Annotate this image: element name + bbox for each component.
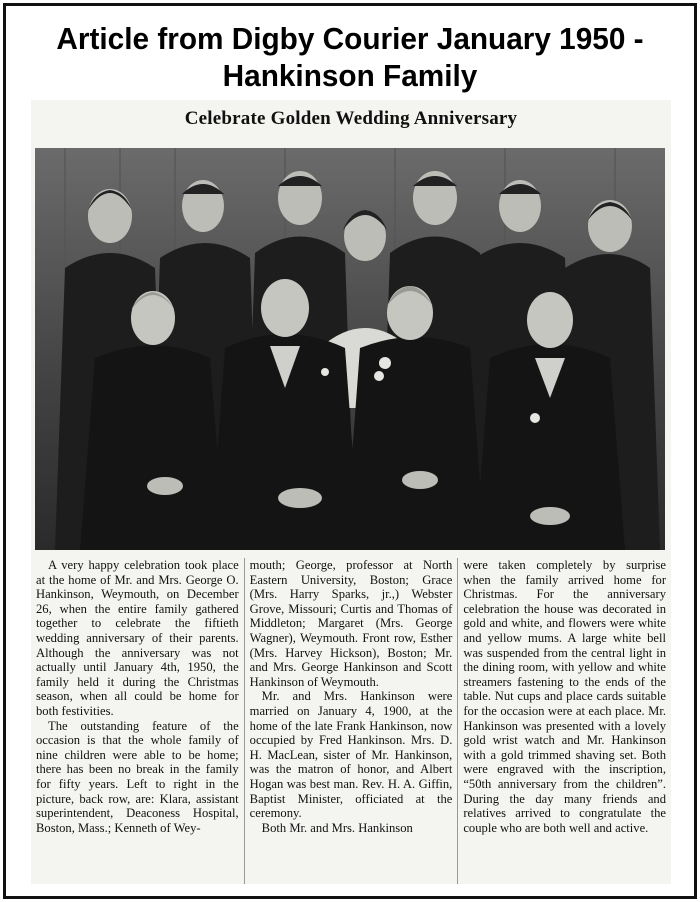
column-2-paragraph-1: mouth; George, professor at North Eastern University, Boston; Grace (Mrs. Harry Sparks, jr.,) Webster Grove, Missouri; Curtis and Thomas of Middleton; Margaret (Mrs. George Wagner), Weymouth. Front row, Esther (Mrs. Harvey Hickson), Boston; Mr. and Mrs. George Hankinson and Scott Hankinson of Weymouth. <box>249 558 453 689</box>
column-1-paragraph-1: A very happy celebration took place at the home of Mr. and Mrs. George O. Hankinson, Weymouth, on December 26, when the entire family gathered together to celebrate the fiftieth wedding anniversary of their parents. Although the anniversary was not actually until January 4th, 1950, the family held it during the Christmas season, when all could be home for both festivities. <box>36 558 239 718</box>
newspaper-clipping <box>31 100 671 884</box>
heading-line-1: Article from Digby Courier January 1950 - <box>56 21 644 56</box>
column-3-paragraph-1: were taken completely by surprise when the family arrived home for Christmas. For the anniversary celebration the house was decorated in gold and white, and flowers were white and yellow mums. A large white bell was suspended from the central light in the dining room, with yellow and white streamers fastening to the ends of the table. Nut cups and place cards suitable for the occasion were at each place. Mr. Hankinson was presented with a lovely gold wrist watch and Mr. Hankinson with a gold trimmed shaving set. Both were engraved with the inscription, “50th anniversary from the children”. During the day many friends and relatives arrived to congratulate the couple who are both well and active. <box>463 558 667 835</box>
column-2-paragraph-3: Both Mr. and Mrs. Hankinson <box>261 820 413 835</box>
article-subhead: Celebrate Golden Wedding Anniversary <box>184 108 518 129</box>
page-heading <box>29 20 670 94</box>
family-photo <box>35 148 665 550</box>
article-column-2 <box>244 558 458 884</box>
article-column-3 <box>457 558 671 884</box>
heading-line-2: Hankinson Family <box>222 58 478 93</box>
article-body <box>31 558 671 884</box>
family-photo-illustration <box>35 148 665 550</box>
column-2-paragraph-2: Mr. and Mrs. Hankinson were married on January 4, 1900, at the home of the late Frank Hankinson, now occupied by Fred Hankinson. Mrs. D. H. MacLean, sister of Mr. Hankinson, was the matron of honor, and Albert Hogan was best man. Rev. H. A. Giffin, Baptist Minister, officiated at the ceremony. <box>249 689 453 821</box>
article-column-1 <box>31 558 244 884</box>
column-1-paragraph-2: The outstanding feature of the occasion is that the whole family of nine children were able to be home; there has been no break in the family for fifty years. Left to right in the picture, back row, are: Klara, assistant superintendent, Deaconess Hospital, Boston, Mass.; Kenneth of Wey- <box>36 718 239 835</box>
